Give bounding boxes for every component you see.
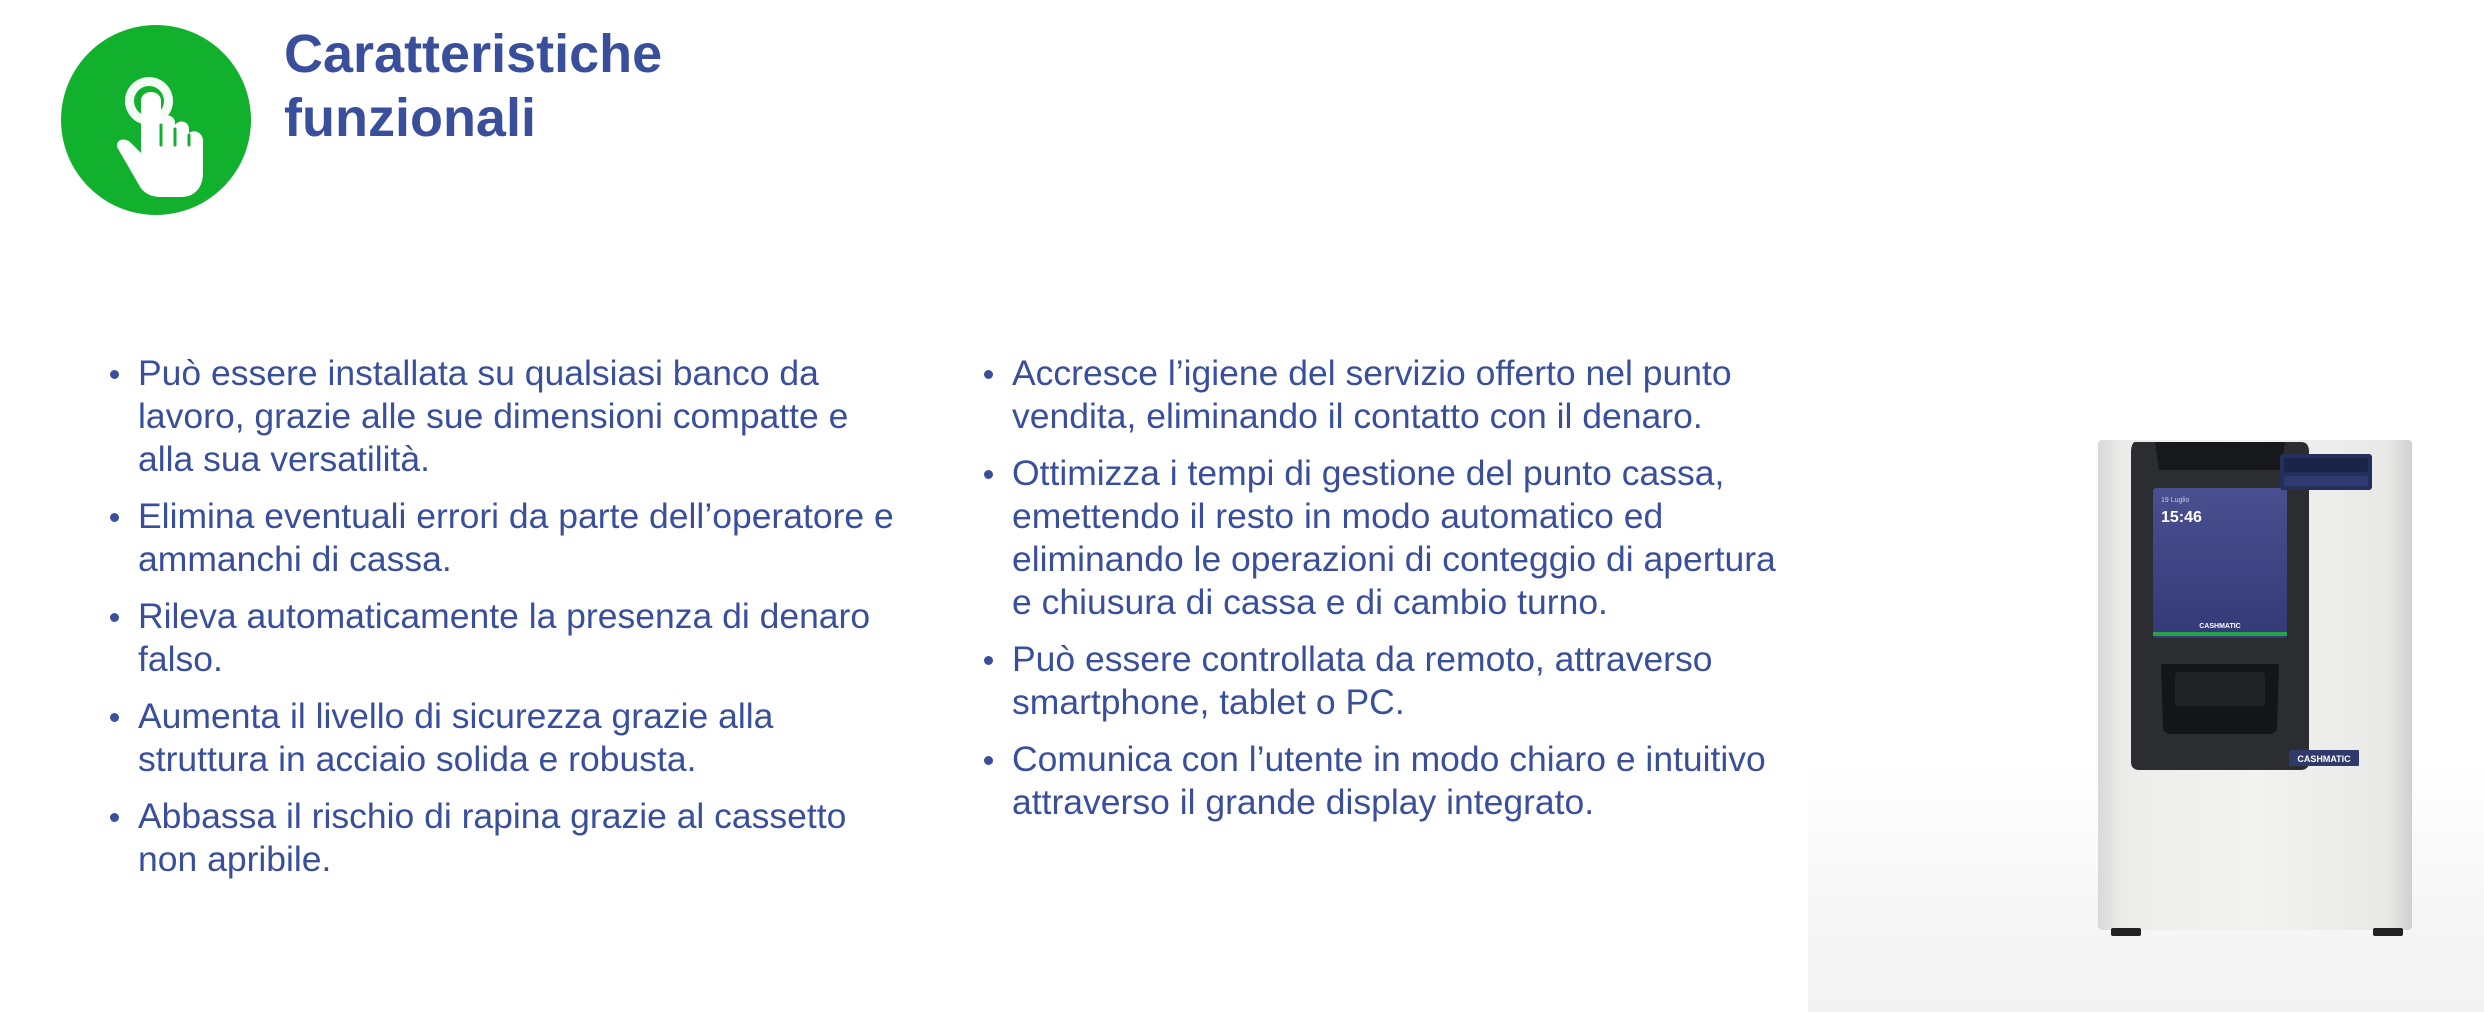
screen-time: 15:46 — [2161, 509, 2202, 526]
list-item — [980, 638, 1800, 724]
list-item — [980, 452, 1800, 624]
list-item-text: Può essere installata su qualsiasi banco da lavoro, grazie alle sue dimensioni compatte e alla sua versatilità. — [138, 353, 849, 479]
list-item — [106, 795, 906, 881]
screen-brand: CASHMATIC — [2199, 623, 2241, 630]
list-item — [106, 595, 906, 681]
machine-brand-label: CASHMATIC — [2297, 754, 2351, 764]
list-item-text: Elimina eventuali errori da parte dell’operatore e ammanchi di cassa. — [138, 496, 894, 579]
list-item-text: Accresce l’igiene del servizio offerto nel punto vendita, eliminando il contatto con il denaro. — [1012, 353, 1732, 436]
hand-pointer-glyph — [61, 25, 251, 215]
cash-machine-illustration — [2095, 432, 2415, 942]
page-title-line2: funzionali — [284, 88, 536, 148]
list-item-text: Rileva automaticamente la presenza di denaro falso. — [138, 596, 871, 679]
bullet-icon — [984, 470, 993, 479]
list-item-text: Può essere controllata da remoto, attraverso smartphone, tablet o PC. — [1012, 639, 1713, 722]
list-item-text: Comunica con l’utente in modo chiaro e intuitivo attraverso il grande display integrato. — [1012, 739, 1766, 822]
bullet-icon — [984, 370, 993, 379]
list-item-text: Aumenta il livello di sicurezza grazie alla struttura in acciaio solida e robusta. — [138, 696, 774, 779]
screen-date: 19 Luglio — [2161, 497, 2190, 504]
bullet-icon — [110, 813, 119, 822]
bullet-icon — [110, 513, 119, 522]
bullet-icon — [984, 756, 993, 765]
list-item — [106, 695, 906, 781]
feature-list-left — [106, 352, 906, 895]
list-item — [980, 738, 1800, 824]
page-title — [284, 22, 984, 150]
list-item — [106, 495, 906, 581]
bullet-icon — [110, 713, 119, 722]
product-image — [2095, 432, 2415, 942]
page-title-line1: Caratteristiche — [284, 24, 663, 84]
list-item — [980, 352, 1800, 438]
bullet-icon — [984, 656, 993, 665]
bullet-icon — [110, 613, 119, 622]
list-item-text: Abbassa il rischio di rapina grazie al cassetto non apribile. — [138, 796, 847, 879]
bullet-icon — [110, 370, 119, 379]
feature-list-right — [980, 352, 1800, 838]
hand-pointer-icon — [61, 25, 251, 215]
list-item-text: Ottimizza i tempi di gestione del punto cassa, emettendo il resto in modo automatico ed eliminando le operazioni di conteggio di apertura e chiusura di cassa e di cambio turno. — [1012, 453, 1776, 622]
list-item — [106, 352, 906, 481]
